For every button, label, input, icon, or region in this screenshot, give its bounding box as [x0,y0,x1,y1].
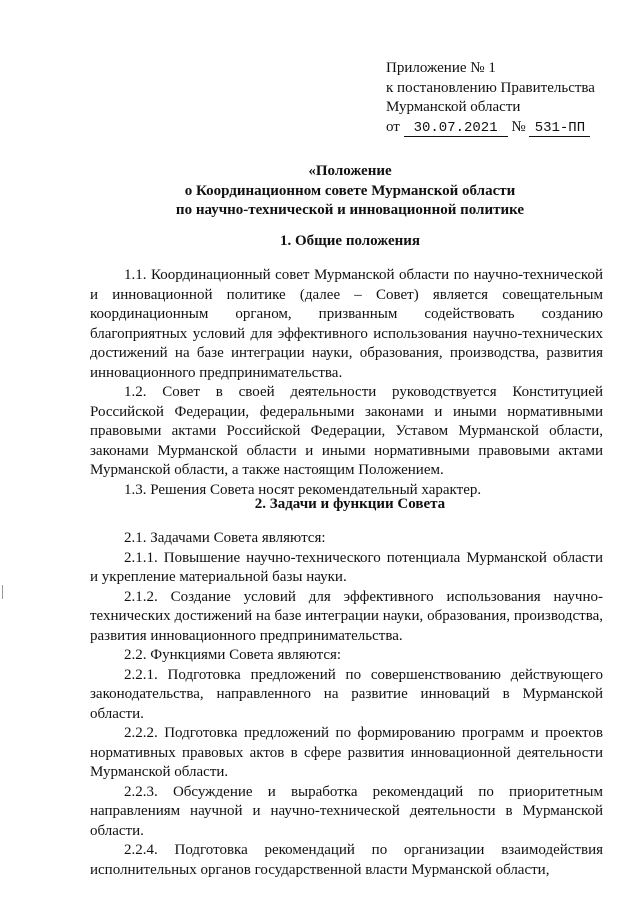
paragraph: 2.1.1. Повышение научно-технического потенциала Мурманской области и укрепление материальной базы науки. [90,549,603,585]
section-2-heading: 2. Задачи и функции Совета [254,496,446,512]
appendix-date-line [386,118,595,138]
appendix-line-3: Мурманской области [386,99,521,115]
number-prefix: № [511,118,526,135]
title-line-1: «Положение [308,163,392,179]
resolution-date: 30.07.2021 [404,120,508,137]
paragraph: 1.3. Решения Совета носят рекомендательный характер. [124,481,482,498]
paragraph: 2.2. Функциями Совета являются: [124,647,342,663]
scan-artifact [2,585,3,599]
paragraph: 2.2.1. Подготовка предложений по совершенствованию действующего законодательства, направленного на развитие инноваций в Мурманской области. [90,666,603,722]
paragraph: 1.1. Координационный совет Мурманской области по научно-технической и инновационной политике (далее – Совет) является совещательным координационным органом, призванным содействовать созданию благоприятных условий для эффективного использования научно-технических достижений на базе интеграции науки, образования, производства, развития инновационного предпринимательства. [90,267,603,381]
appendix-block [386,59,595,137]
title-line-3: по научно-технической и инновационной политике [175,202,525,218]
paragraph: 2.1.2. Создание условий для эффективного использования научно-технических достижений на базе интеграции науки, образования, производства, развития инновационного предпринимательства. [90,588,603,644]
appendix-line-1: Приложение № 1 [386,60,496,76]
section-2-body [90,529,603,880]
paragraph: 2.2.2. Подготовка предложений по формированию программ и проектов нормативных правовых актов в сфере развития инновационной деятельности Мурманской области. [90,725,603,780]
appendix-line-2: к постановлению Правительства [386,79,595,96]
paragraph: 2.1. Задачами Совета являются: [124,530,326,546]
section-1-heading: 1. Общие положения [279,233,421,249]
paragraph: 1.2. Совет в своей деятельности руководствуется Конституцией Российской Федерации, федеральными законами и иными нормативными правовыми актами Российской Федерации, Уставом Мурманской области, законами Мурманской области и иными нормативными правовыми актами Мурманской области, а также настоящим Положением. [90,384,603,478]
document-title [90,162,610,221]
resolution-number: 531-ПП [529,120,590,137]
title-line-2: о Координационном совете Мурманской области [184,182,516,199]
paragraph: 2.2.3. Обсуждение и выработка рекомендаций по приоритетным направлениям научной и научно-технической деятельности в Мурманской области. [90,783,603,839]
section-1-body [90,266,603,500]
date-prefix: от [386,118,400,135]
paragraph: 2.2.4. Подготовка рекомендаций по организации взаимодействия исполнительных органов государственной власти Мурманской области, [90,842,603,878]
